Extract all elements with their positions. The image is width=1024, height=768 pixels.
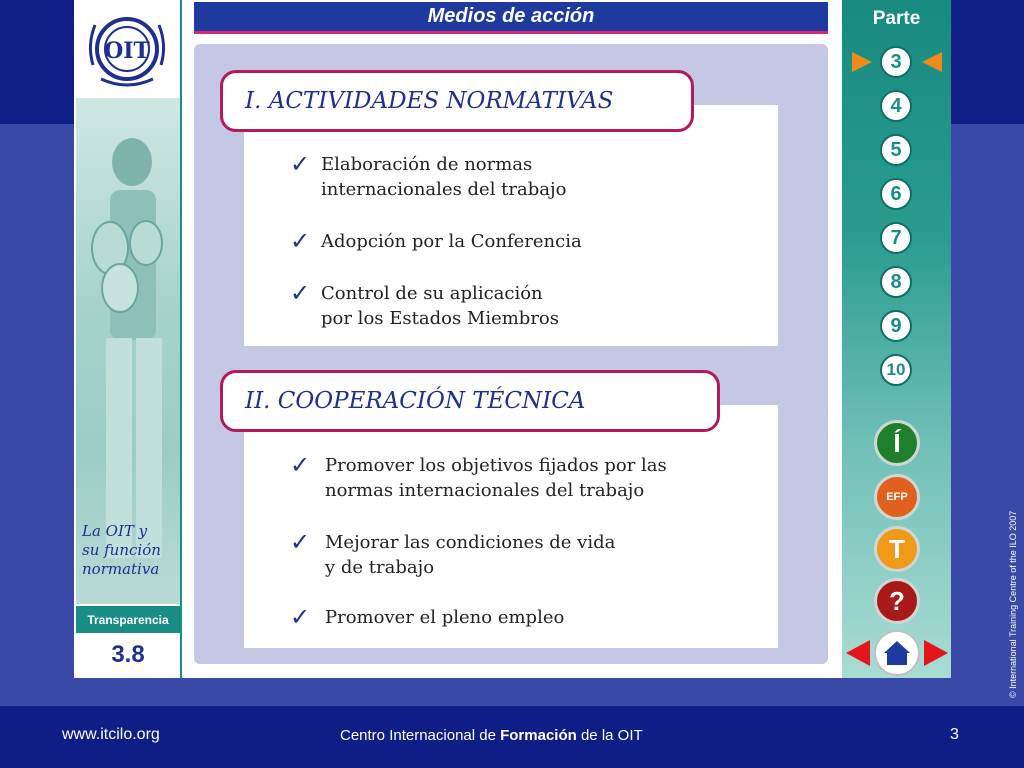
footer-url-link[interactable]: www.itcilo.org <box>62 726 160 743</box>
transparency-label: Transparencia <box>76 606 180 633</box>
list-item <box>325 605 564 630</box>
oit-logo-icon <box>81 5 173 93</box>
footer-text-post: de la OIT <box>576 727 643 744</box>
current-marker-left-icon <box>852 52 872 72</box>
footer-text-bold: Formación <box>500 727 577 744</box>
list-item <box>321 281 559 331</box>
logo-text: OIT <box>104 38 150 64</box>
caption-line: su función <box>82 541 161 559</box>
check-icon: ✓ <box>290 279 311 307</box>
item-line: internacionales del trabajo <box>321 179 567 200</box>
caption-line: normativa <box>82 560 160 578</box>
next-arrow-icon[interactable] <box>924 640 948 666</box>
copyright-text: © International Training Centre of the ILO 2007 <box>1008 510 1018 698</box>
part-button-9[interactable]: 9 <box>880 310 912 342</box>
info-button[interactable] <box>874 420 920 466</box>
page-number: 3 <box>950 726 959 743</box>
info-icon: Í <box>893 427 901 458</box>
t-icon: T <box>889 533 905 564</box>
efp-icon: EFP <box>886 491 908 503</box>
part-button-8[interactable]: 8 <box>880 266 912 298</box>
part-button-4[interactable]: 4 <box>880 90 912 122</box>
list-item <box>321 152 566 202</box>
check-icon: ✓ <box>290 227 311 255</box>
list-item <box>321 229 582 254</box>
efp-button[interactable] <box>874 474 920 520</box>
oit-logo <box>76 2 178 96</box>
home-icon <box>882 639 912 667</box>
item-line: normas internacionales del trabajo <box>325 480 645 501</box>
photo-caption <box>82 522 178 579</box>
check-icon: ✓ <box>290 150 311 178</box>
home-button[interactable] <box>874 630 920 676</box>
part-button-3[interactable]: 3 <box>880 46 912 78</box>
part-button-5[interactable]: 5 <box>880 134 912 166</box>
check-icon: ✓ <box>290 528 311 556</box>
part-button-7[interactable]: 7 <box>880 222 912 254</box>
parte-label: Parte <box>872 8 921 29</box>
item-line: Control de su aplicación <box>321 283 543 304</box>
footer-text-pre: Centro Internacional de <box>340 727 501 744</box>
part-button-6[interactable]: 6 <box>880 178 912 210</box>
item-line: Promover el pleno empleo <box>325 607 565 628</box>
item-line: Mejorar las condiciones de vida <box>325 532 616 553</box>
transparency-number: 3.8 <box>111 641 145 668</box>
check-icon: ✓ <box>290 451 311 479</box>
item-line: Promover los objetivos fijados por las <box>325 455 667 476</box>
part-navigation <box>842 0 951 678</box>
page-title: Medios de acción <box>427 5 595 27</box>
item-line: por los Estados Miembros <box>321 308 560 329</box>
part-button-10[interactable]: 10 <box>880 354 912 386</box>
help-button[interactable] <box>874 578 920 624</box>
left-column <box>74 0 182 678</box>
item-line: Adopción por la Conferencia <box>321 231 582 252</box>
help-icon: ? <box>889 585 905 616</box>
section-heading-cooperation: II. COOPERACIÓN TÉCNICA <box>220 370 720 432</box>
item-line: y de trabajo <box>325 557 435 578</box>
current-marker-right-icon <box>922 52 942 72</box>
child-photo <box>76 98 180 604</box>
t-button[interactable] <box>874 526 920 572</box>
caption-line: La OIT y <box>82 522 148 540</box>
list-item <box>325 453 667 503</box>
footer-organization <box>340 727 643 744</box>
check-icon: ✓ <box>290 603 311 631</box>
list-item <box>325 530 615 580</box>
header-bar <box>194 2 828 34</box>
section-heading-normative: I. ACTIVIDADES NORMATIVAS <box>220 70 694 132</box>
prev-arrow-icon[interactable] <box>846 640 870 666</box>
slide <box>74 0 951 678</box>
item-line: Elaboración de normas <box>321 154 533 175</box>
